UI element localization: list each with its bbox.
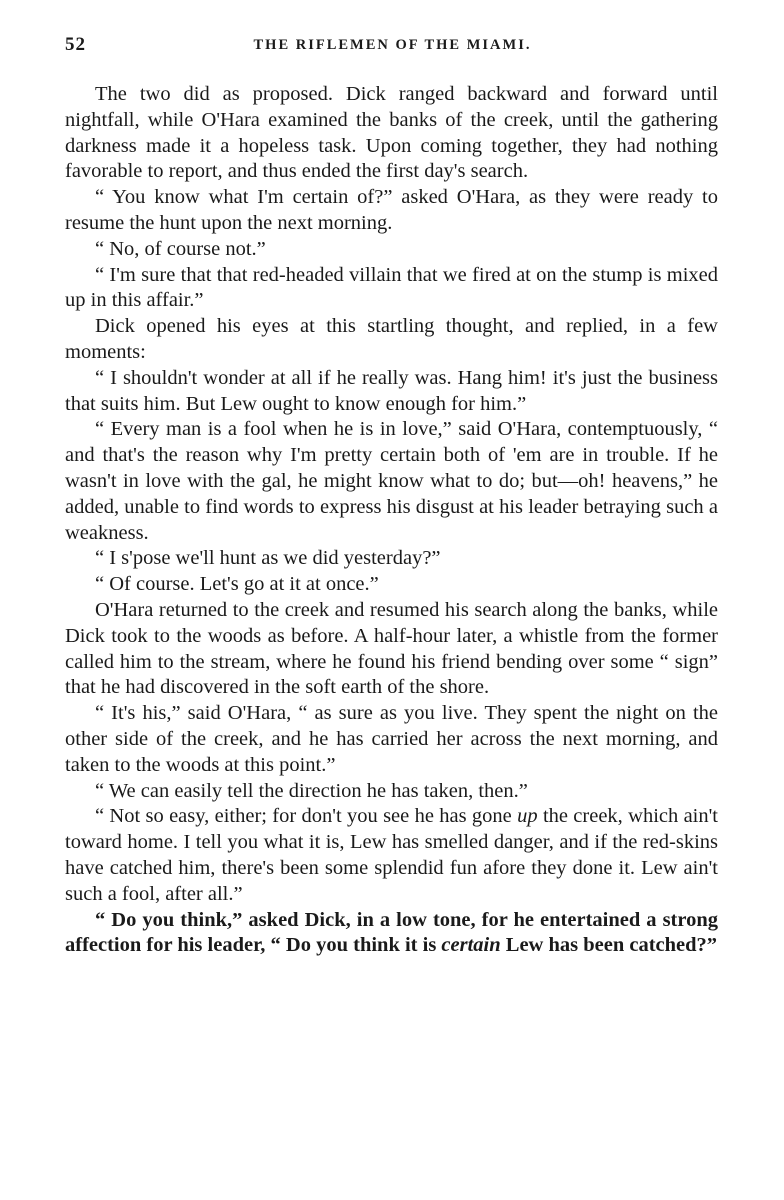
paragraph-last (65, 908, 718, 960)
paragraph: “ I'm sure that that red-headed villain that we fired at on the stump is mixed up in this affair.” (65, 263, 718, 312)
paragraph: “ You know what I'm certain of?” asked O'Hara, as they were ready to resume the hunt upon the next morning. (65, 186, 718, 234)
paragraph: “ Every man is a fool when he is in love,” said O'Hara, contemptuously, “ and that's the reason why I'm pretty certain both of 'em are in trouble. If he wasn't in love with the gal, he might know what to do; but—oh! heavens,” he added, unable to find words to express his disgust at his leader betraying such a weakness. (65, 418, 718, 544)
running-title: THE RIFLEMEN OF THE MIAMI. (253, 37, 532, 53)
paragraph: “ We can easily tell the direction he has taken, then.” (95, 779, 528, 802)
paragraph: “ It's his,” said O'Hara, “ as sure as you live. They spent the night on the other side of the creek, and he has carried her across the next morning, and taken to the woods at this point.” (65, 702, 718, 776)
paragraph: “ Of course. Let's go at it at once.” (95, 573, 379, 596)
paragraph: O'Hara returned to the creek and resumed his search along the banks, while Dick took to the woods as before. A half-hour later, a whistle from the former called him to the stream, where he found his friend bending over some “ sign” that he had discovered in the soft earth of the shore. (65, 598, 718, 699)
paragraph: “ I s'pose we'll hunt as we did yesterday?” (95, 547, 441, 570)
text-run: “ Do you think,” asked Dick, in a low tone, for he entertained a strong affection for his leader, “ Do you think it is (65, 908, 718, 957)
text-run: “ Not so easy, either; for don't you see he has gone (95, 805, 518, 828)
paragraph-up (65, 804, 718, 907)
page-number: 52 (65, 34, 86, 55)
paragraph: “ I shouldn't wonder at all if he really was. Hang him! it's just the business that suits him. But Lew ought to know enough for him.” (65, 366, 718, 415)
text-run: the creek, which ain't toward home. I tell you what it is, Lew has smelled danger, and if the red-skins have catched him, there's been some splendid fun afore they done it. Lew ain't such a fool, after all.” (65, 805, 719, 905)
italic-emphasis: certain (441, 934, 501, 957)
text-run: Lew has been catched?” (500, 934, 718, 957)
page-header (65, 34, 720, 56)
paragraph: Dick opened his eyes at this startling thought, and replied, in a few moments: (65, 315, 718, 363)
italic-emphasis: up (517, 805, 538, 828)
body-text (65, 82, 718, 959)
paragraph: The two did as proposed. Dick ranged backward and forward until nightfall, while O'Hara examined the banks of the creek, until the gathering darkness made it a hopeless task. Upon coming together, they had nothing favorable to report, and thus ended the first day's search. (65, 83, 718, 183)
paragraph: “ No, of course not.” (95, 237, 266, 260)
